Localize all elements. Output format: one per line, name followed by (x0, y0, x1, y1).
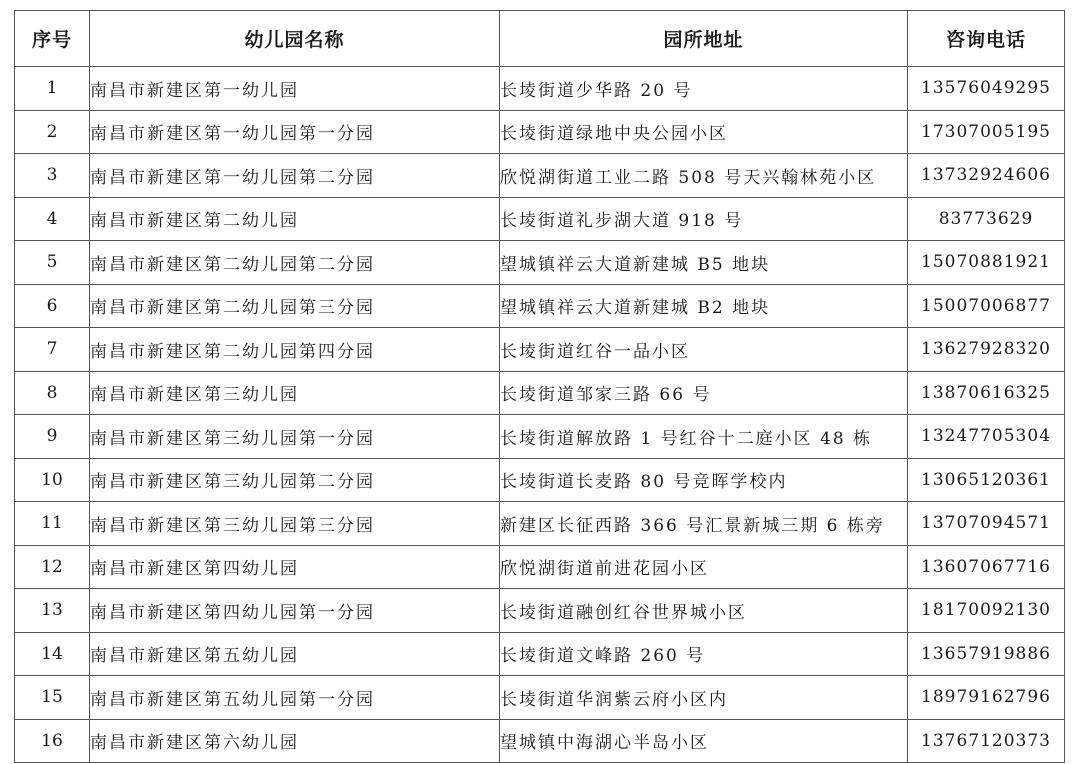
table-row (15, 241, 1065, 285)
row-phone: 13707094571 (908, 502, 1065, 546)
table-row (15, 197, 1065, 241)
row-index: 6 (15, 284, 90, 328)
row-phone: 15070881921 (908, 241, 1065, 285)
row-name: 南昌市新建区第二幼儿园第二分园 (90, 241, 500, 285)
table-row (15, 110, 1065, 154)
row-index: 2 (15, 110, 90, 154)
row-address: 望城镇祥云大道新建城 B2 地块 (500, 284, 908, 328)
row-name: 南昌市新建区第一幼儿园 (90, 67, 500, 111)
header-phone: 咨询电话 (908, 11, 1065, 67)
table-row (15, 328, 1065, 372)
row-index: 10 (15, 458, 90, 502)
row-address: 新建区长征西路 366 号汇景新城三期 6 栋旁 (500, 502, 908, 546)
header-name: 幼儿园名称 (90, 11, 500, 67)
row-name: 南昌市新建区第一幼儿园第一分园 (90, 110, 500, 154)
table-row (15, 545, 1065, 589)
row-phone: 18979162796 (908, 676, 1065, 720)
row-name: 南昌市新建区第一幼儿园第二分园 (90, 154, 500, 198)
table-row (15, 676, 1065, 720)
row-name: 南昌市新建区第三幼儿园第二分园 (90, 458, 500, 502)
row-phone: 15007006877 (908, 284, 1065, 328)
table-row (15, 284, 1065, 328)
row-name: 南昌市新建区第二幼儿园第四分园 (90, 328, 500, 372)
row-index: 16 (15, 719, 90, 763)
row-phone: 18170092130 (908, 589, 1065, 633)
row-index: 11 (15, 502, 90, 546)
table-row (15, 415, 1065, 459)
row-name: 南昌市新建区第三幼儿园第一分园 (90, 415, 500, 459)
row-index: 3 (15, 154, 90, 198)
row-name: 南昌市新建区第三幼儿园 (90, 371, 500, 415)
row-address: 长堎街道邹家三路 66 号 (500, 371, 908, 415)
row-address: 长堎街道礼步湖大道 918 号 (500, 197, 908, 241)
table-row (15, 67, 1065, 111)
row-index: 1 (15, 67, 90, 111)
row-name: 南昌市新建区第四幼儿园 (90, 545, 500, 589)
row-address: 望城镇祥云大道新建城 B5 地块 (500, 241, 908, 285)
row-name: 南昌市新建区第六幼儿园 (90, 719, 500, 763)
row-name: 南昌市新建区第二幼儿园第三分园 (90, 284, 500, 328)
row-address: 望城镇中海湖心半岛小区 (500, 719, 908, 763)
row-phone: 13767120373 (908, 719, 1065, 763)
row-index: 9 (15, 415, 90, 459)
table-row (15, 719, 1065, 763)
table-row (15, 458, 1065, 502)
table-row (15, 589, 1065, 633)
row-address: 长堎街道少华路 20 号 (500, 67, 908, 111)
row-address: 欣悦湖街道工业二路 508 号天兴翰林苑小区 (500, 154, 908, 198)
row-phone: 13657919886 (908, 632, 1065, 676)
row-phone: 13870616325 (908, 371, 1065, 415)
row-address: 长堎街道华润紫云府小区内 (500, 676, 908, 720)
row-phone: 17307005195 (908, 110, 1065, 154)
row-phone: 13065120361 (908, 458, 1065, 502)
header-address: 园所地址 (500, 11, 908, 67)
row-name: 南昌市新建区第五幼儿园第一分园 (90, 676, 500, 720)
row-phone: 13247705304 (908, 415, 1065, 459)
row-address: 长堎街道解放路 1 号红谷十二庭小区 48 栋 (500, 415, 908, 459)
row-phone: 13732924606 (908, 154, 1065, 198)
row-address: 长堎街道文峰路 260 号 (500, 632, 908, 676)
row-phone: 83773629 (908, 197, 1065, 241)
row-address: 长堎街道融创红谷世界城小区 (500, 589, 908, 633)
row-name: 南昌市新建区第三幼儿园第三分园 (90, 502, 500, 546)
table-row (15, 154, 1065, 198)
row-index: 8 (15, 371, 90, 415)
row-index: 15 (15, 676, 90, 720)
row-name: 南昌市新建区第五幼儿园 (90, 632, 500, 676)
row-address: 欣悦湖街道前进花园小区 (500, 545, 908, 589)
kindergarten-table (14, 10, 1065, 763)
row-phone: 13627928320 (908, 328, 1065, 372)
row-index: 5 (15, 241, 90, 285)
table-row (15, 502, 1065, 546)
header-index: 序号 (15, 11, 90, 67)
row-address: 长堎街道绿地中央公园小区 (500, 110, 908, 154)
row-index: 12 (15, 545, 90, 589)
table-row (15, 371, 1065, 415)
table-header-row (15, 11, 1065, 67)
row-address: 长堎街道红谷一品小区 (500, 328, 908, 372)
row-index: 4 (15, 197, 90, 241)
row-index: 7 (15, 328, 90, 372)
row-phone: 13576049295 (908, 67, 1065, 111)
row-name: 南昌市新建区第二幼儿园 (90, 197, 500, 241)
row-index: 13 (15, 589, 90, 633)
table-row (15, 632, 1065, 676)
row-name: 南昌市新建区第四幼儿园第一分园 (90, 589, 500, 633)
row-index: 14 (15, 632, 90, 676)
row-phone: 13607067716 (908, 545, 1065, 589)
row-address: 长堎街道长麦路 80 号竞晖学校内 (500, 458, 908, 502)
